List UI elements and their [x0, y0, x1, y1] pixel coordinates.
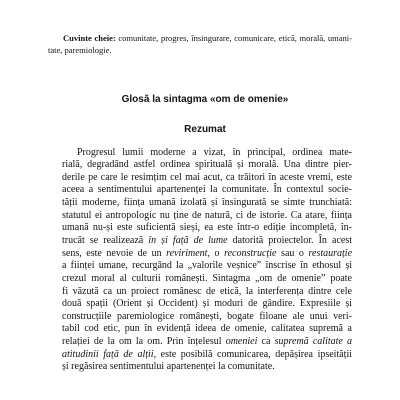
abstract-line — [62, 147, 352, 160]
keywords-line — [48, 32, 352, 44]
abstract-line — [62, 361, 352, 374]
abstract-line — [62, 323, 352, 336]
abstract-text: rială, degradând astfel ordinea spirituală și morală. Una dintre pier- — [62, 159, 352, 171]
abstract-text: sens, este nevoie de un — [62, 247, 162, 259]
abstract-text: aceea a sentimentului apartenenței la comunitate. În contextul socie- — [62, 184, 352, 196]
abstract-text: statutul ei antropologic nu ține de natură, ci de istorie. Ca atare, ființa — [62, 209, 352, 221]
abstract-line — [62, 336, 352, 349]
abstract-text: fi văzută ca un proiect românesc de etică, la interferența dintre cele — [62, 285, 352, 297]
abstract-text: două spații (Orient și Occident) și moduri de gândire. Expresiile și — [62, 298, 352, 310]
abstract-emphasis: reviriment — [166, 247, 208, 259]
abstract-text: sau o — [281, 247, 304, 259]
keywords-line — [48, 44, 352, 56]
keywords-terms: tate, paremiologie. — [48, 45, 112, 55]
abstract-body — [62, 147, 352, 375]
abstract-line — [62, 298, 352, 311]
abstract-text: , o — [207, 247, 220, 259]
abstract-line — [62, 311, 352, 324]
abstract-line — [62, 184, 352, 197]
abstract-line — [62, 286, 352, 299]
abstract-text: și regăsirea sentimentului apartenenței la comunitate. — [62, 361, 275, 373]
abstract-text: Progresul lumii moderne a vizat, în principal, ordinea mate- — [77, 146, 352, 158]
abstract-line — [62, 222, 352, 235]
abstract-text: datorită proiectelor. În acest — [232, 234, 352, 246]
abstract-text: a ființei umane, recurgând la „valorile veșnice” înscrise în ethosul și — [62, 260, 352, 272]
abstract-text: construcțiile paremiologice românești, bogate filoane ale unui veri- — [62, 310, 352, 322]
abstract-text: crezul moral al culturii românești. Sintagma „om de omenie” poate — [62, 272, 352, 284]
abstract-text: relației de la om la om. Prin înțelesul — [62, 336, 222, 348]
abstract-line — [62, 172, 352, 185]
keywords-terms: comunitate, progres, însingurare, comunicare, etică, morală, umani- — [118, 33, 353, 43]
abstract-text: trucât se realizează — [62, 234, 144, 246]
abstract-line — [62, 248, 352, 261]
abstract-line — [62, 273, 352, 286]
abstract-line — [62, 159, 352, 172]
abstract-emphasis: atitudinii față de alții — [62, 348, 154, 360]
abstract-line — [62, 210, 352, 223]
abstract-text: tății moderne, ființa umană izolată și însingurată se simte trunchiată: — [62, 197, 352, 209]
keywords-block — [48, 32, 352, 56]
abstract-line — [62, 197, 352, 210]
abstract-text: umană nu-și este suficientă sieși, ea este într-o ediție incompletă, în- — [62, 222, 352, 234]
abstract-text: , este posibilă comunicarea, depășirea ipseității — [153, 348, 353, 360]
abstract-text: ca — [261, 336, 271, 348]
abstract-emphasis: restaurație — [308, 247, 353, 259]
abstract-line — [62, 235, 352, 248]
abstract-line — [62, 260, 352, 273]
abstract-text: tabil cod etic, pun în evidență ideea de omenie, calitatea supremă a — [62, 323, 352, 335]
abstract-line — [62, 349, 352, 362]
abstract-text: derile pe care le resimțim cel mai acut, ca trăitori în aceste vremi, este — [62, 171, 352, 183]
abstract-emphasis: omeniei — [225, 336, 258, 348]
article-title: Glosă la sintagma «om de omenie» — [121, 94, 289, 105]
keywords-label: Cuvinte cheie: — [63, 33, 116, 43]
abstract-emphasis: supremă calitate a — [274, 336, 353, 348]
abstract-emphasis: în și față de lume — [148, 234, 228, 246]
abstract-heading: Rezumat — [184, 124, 226, 135]
abstract-emphasis: reconstrucție — [224, 247, 277, 259]
